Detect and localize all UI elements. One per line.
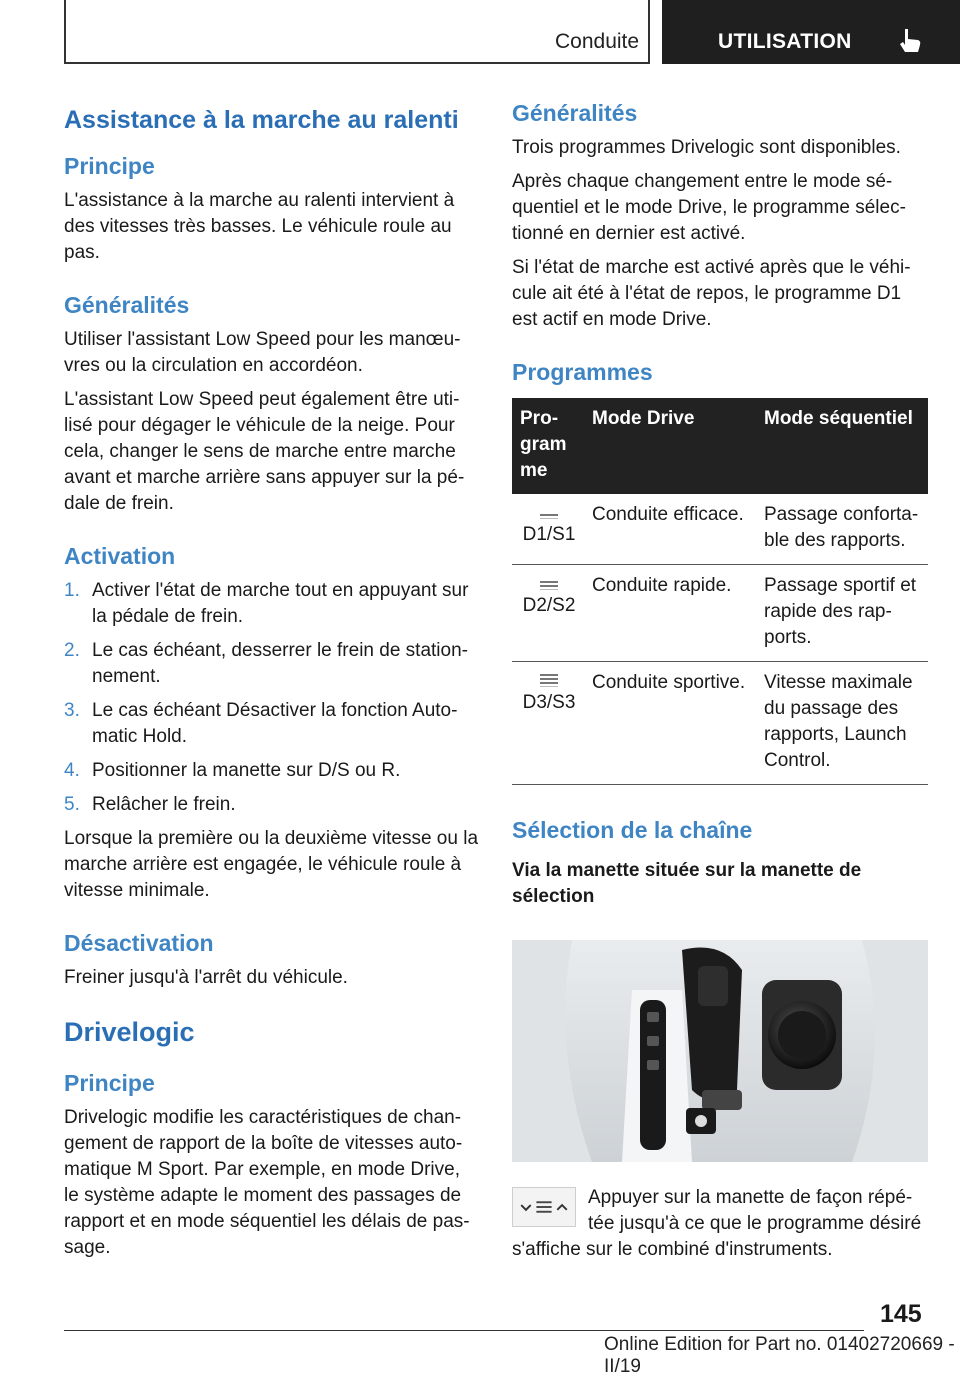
title-assistance: Assistance à la marche au ralenti: [64, 106, 459, 134]
edition-info: Online Edition for Part no. 01402720669 - II/19: [604, 1334, 955, 1377]
left-column: [64, 100, 478, 1269]
heading-generalites: Généralités: [64, 292, 190, 318]
selection-instruction: [512, 1185, 928, 1263]
drivelogic-3-icon: [538, 672, 560, 688]
step-number: 4.: [64, 760, 80, 781]
title-drivelogic: Drivelogic: [64, 1017, 195, 1047]
cell-seq: Passage confortable des rapports.: [756, 494, 928, 565]
generalites-p2: L'assistant Low Speed peut également être utilisé pour dégager le véhicule de la neige. Pour cela, changer le sens de marche entre marche avant et marche arrière sans appuyer sur la pédale de frein.: [64, 389, 465, 514]
col-header-seq: Mode séquentiel: [756, 398, 928, 494]
table-row: [512, 565, 928, 662]
cell-drive: Conduite rapide.: [584, 565, 756, 662]
selection-text: Appuyer sur la manette de façon répétée jusqu'à ce que le programme désiré s'affiche sur le combiné d'instruments.: [512, 1187, 922, 1260]
page-number: 145: [880, 1300, 922, 1328]
step-number: 2.: [64, 640, 80, 661]
header-section-title: Conduite: [555, 30, 640, 53]
heading-programmes: Programmes: [512, 359, 653, 385]
program-label: D2/S2: [522, 595, 576, 616]
table-header-row: [512, 398, 928, 494]
activation-after-text: Lorsque la première ou la deuxième vitesse ou la marche arrière est engagée, le véhicule roule à vitesse minimale.: [64, 828, 479, 901]
list-item: [64, 698, 478, 750]
cell-drive: Conduite sportive.: [584, 662, 756, 785]
drivelogic-rocker-icon: [512, 1187, 576, 1227]
cell-program: [512, 494, 584, 565]
list-item: [64, 638, 478, 690]
drivelogic-2-icon: [538, 575, 560, 591]
step-number: 5.: [64, 794, 80, 815]
heading-drivelogic-principe: Principe: [64, 1070, 155, 1096]
program-label: D1/S1: [522, 524, 576, 545]
step-text: Relâcher le frein.: [92, 794, 236, 815]
col-header-program: Program me: [512, 398, 584, 494]
step-text: Le cas échéant, desserrer le frein de stationnement.: [92, 640, 468, 687]
program-label: D3/S3: [522, 692, 576, 713]
step-number: 3.: [64, 700, 80, 721]
cell-program: [512, 662, 584, 785]
hand-pointer-icon: [896, 26, 924, 54]
step-text: Activer l'état de marche tout en appuyant sur la pédale de frein.: [92, 580, 469, 627]
list-item: [64, 758, 478, 784]
cell-program: [512, 565, 584, 662]
header-chapter-title: UTILISATION: [718, 30, 852, 53]
drivelogic-1-icon: [538, 504, 560, 520]
heading-principe: Principe: [64, 153, 155, 179]
header-bottom-rule: [64, 62, 650, 64]
header-divider: [648, 0, 650, 64]
generalites-p1: Utiliser l'assistant Low Speed pour les manœuvres ou la circulation en accordéon.: [64, 329, 461, 376]
gear-selector-photo: [512, 940, 928, 1162]
header-left-rule: [64, 0, 66, 64]
programmes-table: [512, 398, 928, 785]
list-item: [64, 578, 478, 630]
desactivation-text: Freiner jusqu'à l'arrêt du véhicule.: [64, 967, 348, 988]
step-text: Le cas échéant Désactiver la fonction Automatic Hold.: [92, 700, 458, 747]
list-item: [64, 792, 478, 818]
step-text: Positionner la manette sur D/S ou R.: [92, 760, 401, 781]
header-chapter-tab: [662, 0, 960, 64]
right-p1: Trois programmes Drivelogic sont disponibles.: [512, 137, 901, 158]
step-number: 1.: [64, 580, 80, 601]
table-row: [512, 494, 928, 565]
cell-seq: Vitesse maximale du passage des rapports, Launch Control.: [756, 662, 928, 785]
heading-generalites-drivelogic: Généralités: [512, 100, 638, 126]
table-row: [512, 662, 928, 785]
heading-activation: Activation: [64, 543, 176, 569]
cell-seq: Passage sportif et rapide des rapports.: [756, 565, 928, 662]
right-p3: Si l'état de marche est activé après que le véhicule ait été à l'état de repos, le programme D1 est actif en mode Drive.: [512, 257, 911, 330]
col-header-drive: Mode Drive: [584, 398, 756, 494]
drivelogic-principe-text: Drivelogic modifie les caractéristiques de changement de rapport de la boîte de vitesses automatique M Sport. Par exemple, en mode Drive, le système adapte le moment des passages de rapport et en mode séquentiel les délais de passage.: [64, 1107, 470, 1258]
heading-selection: Sélection de la chaîne: [512, 817, 753, 843]
cell-drive: Conduite efficace.: [584, 494, 756, 565]
right-p2: Après chaque changement entre le mode séquentiel et le mode Drive, le programme sélectionné en dernier est activé.: [512, 171, 906, 244]
footer-rule: [64, 1330, 864, 1331]
selection-subheading: Via la manette située sur la manette de sélection: [512, 860, 862, 907]
activation-steps: [64, 578, 478, 818]
right-column: [512, 100, 928, 1271]
heading-desactivation: Désactivation: [64, 930, 214, 956]
principe-text: L'assistance à la marche au ralenti intervient à des vitesses très basses. Le véhicule roule au pas.: [64, 190, 455, 263]
